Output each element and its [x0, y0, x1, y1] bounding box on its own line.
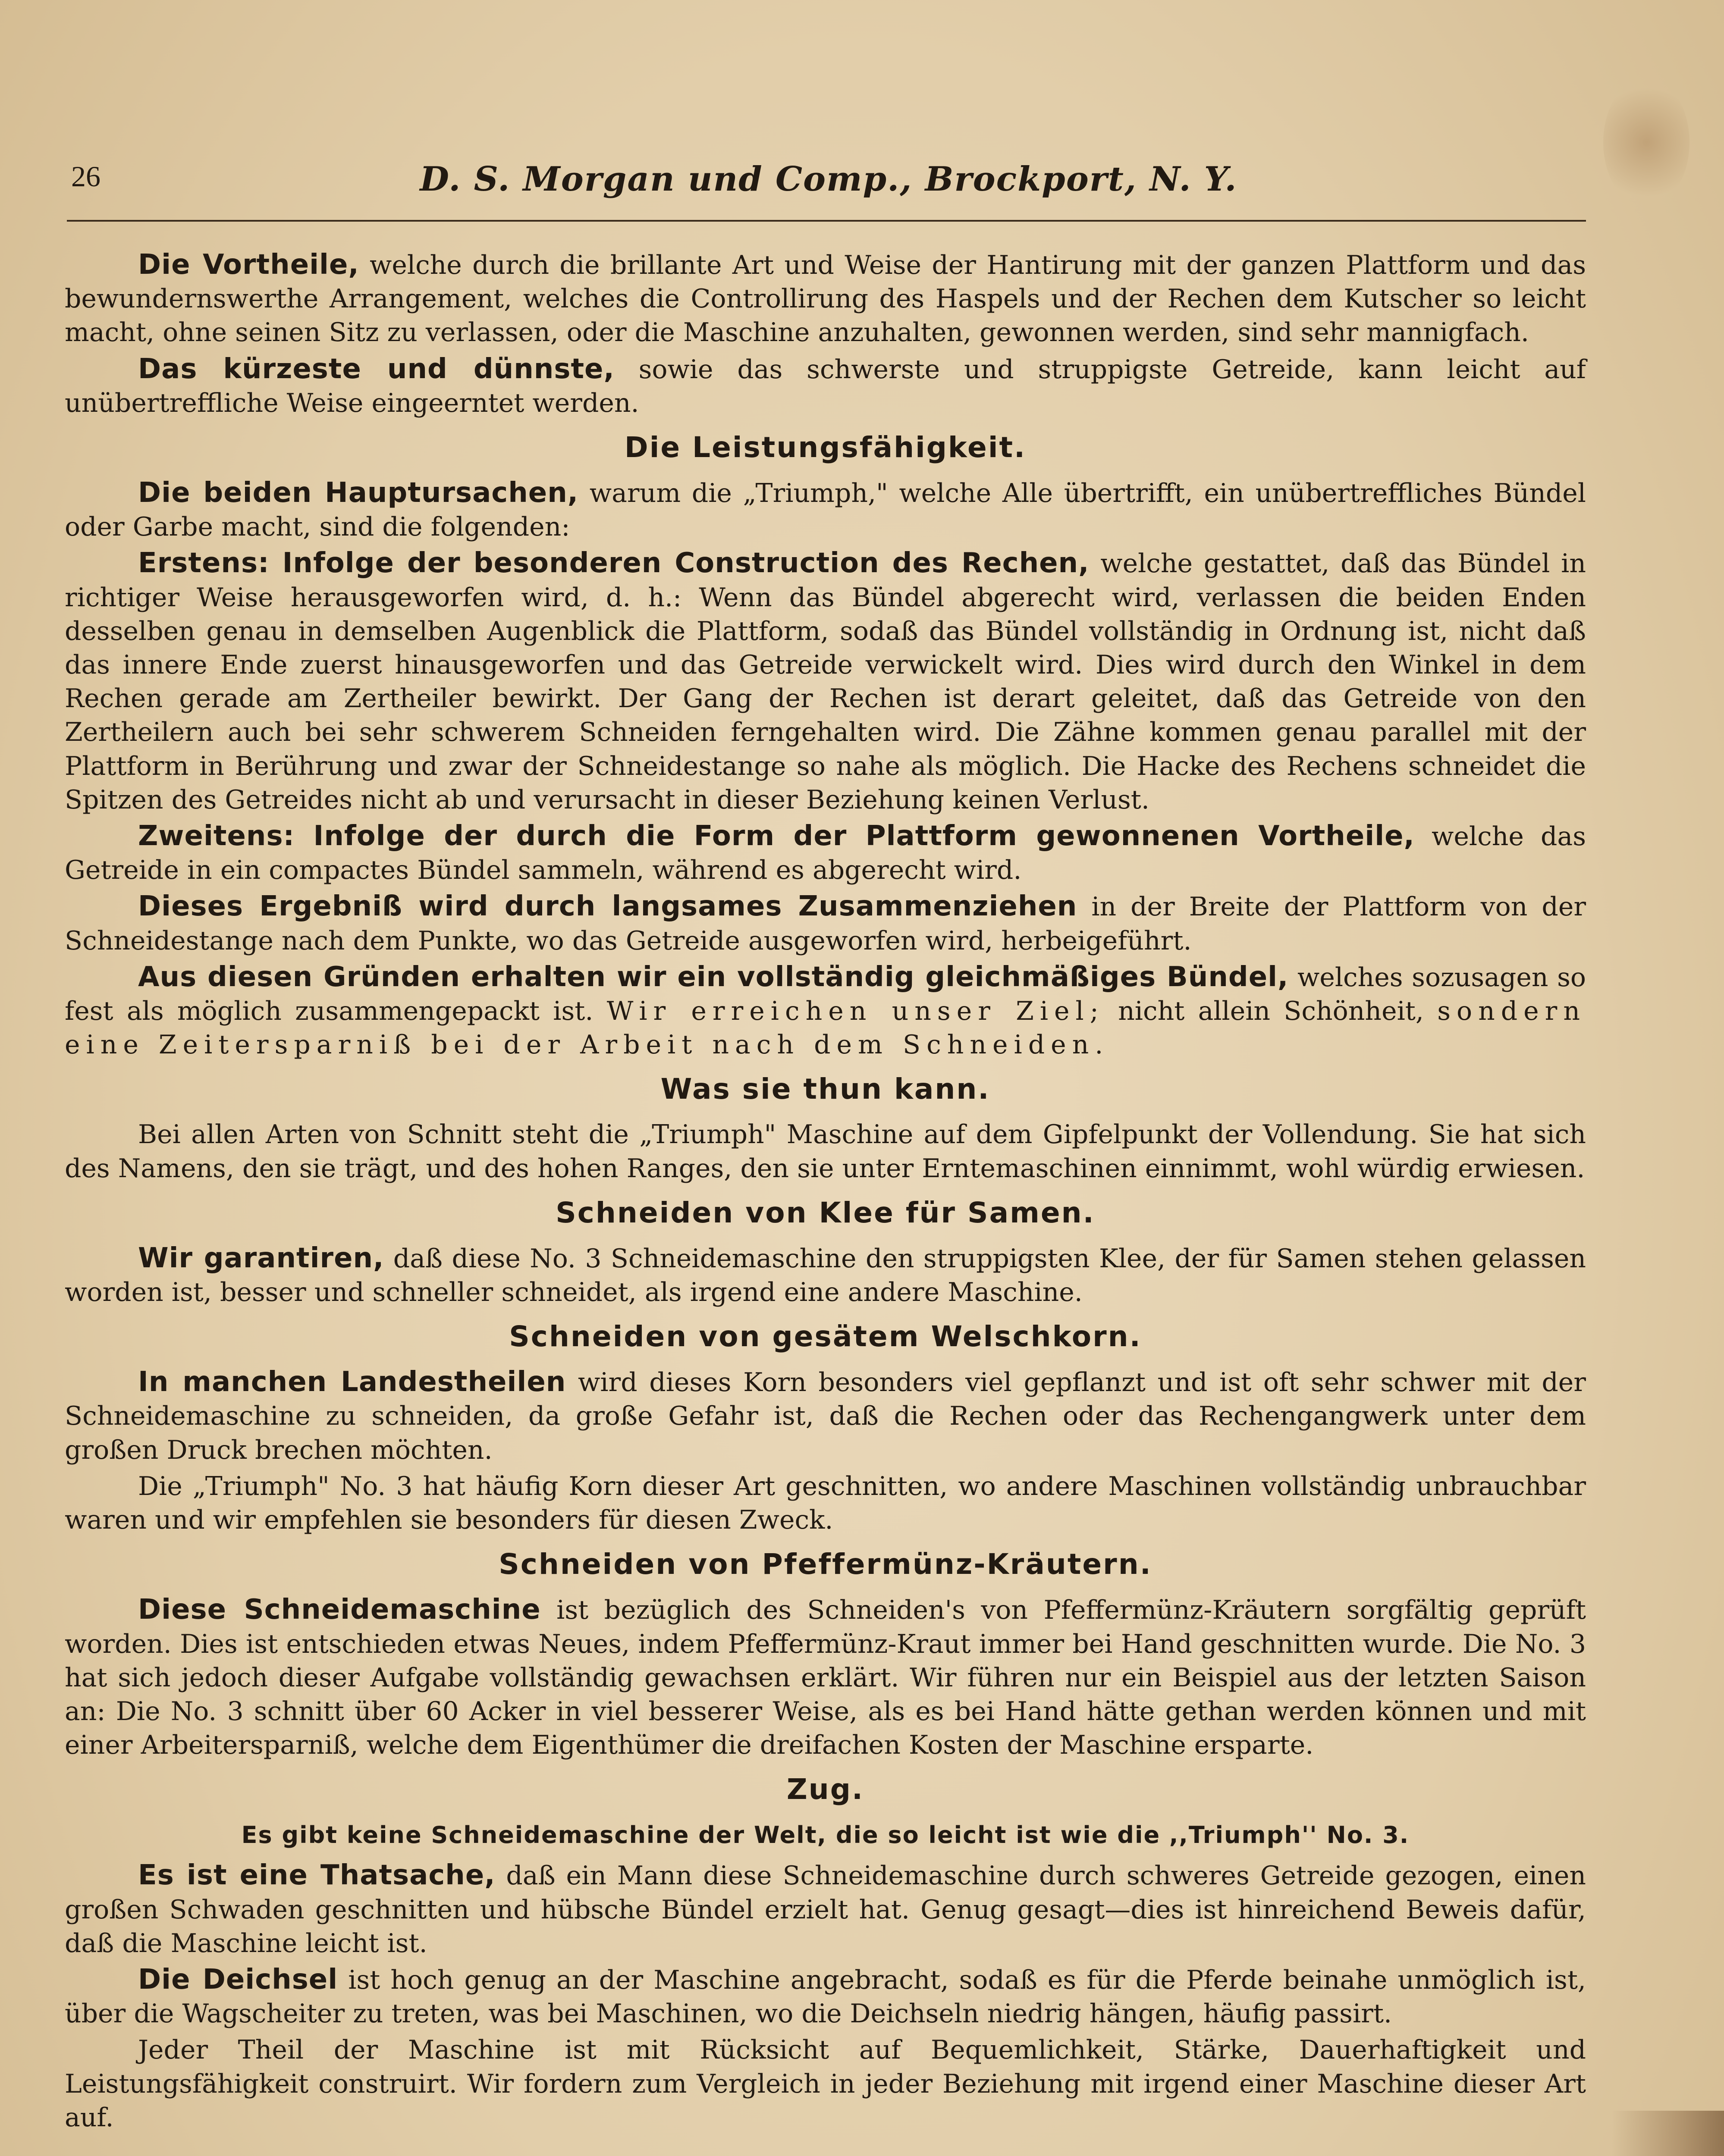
paragraph	[65, 2033, 1586, 2134]
paragraph-text: nicht allein Schönheit,	[1104, 996, 1424, 1027]
paragraph-text: Bei allen Arten von Schnitt steht die „Triumph" Maschine auf dem Gipfelpunkt der Vollendung. Sie hat sich des Namens, den sie trägt, und des hohen Ranges, den sie unter Erntemaschinen einnimmt, wohl würdig erwiesen.	[65, 1119, 1586, 1184]
paragraph-text: wird dieses Korn besonders viel gepflanzt und ist oft sehr schwer mit der Schneidemaschine zu schneiden, da große Gefahr ist, daß die Rechen oder das Rechengangwerk unter dem großen Druck brechen möchten.	[65, 1367, 1586, 1465]
spaced-text: sondern eine Zeitersparniß bei der Arbeit nach dem Schneiden.	[65, 996, 1586, 1060]
page-stain-spot	[1603, 78, 1689, 207]
header-rule	[67, 220, 1586, 222]
paragraph-text: daß ein Mann diese Schneidemaschine durch schweres Getreide gezogen, einen großen Schwaden geschnitten und hübsche Bündel erzielt hat. Genug gesagt—dies ist hinreichend Beweis dafür, daß die Maschine leicht ist.	[65, 1861, 1586, 1959]
paragraph-lead: Es ist eine Thatsache,	[138, 1859, 496, 1892]
section-heading: Schneiden von Klee für Samen.	[556, 1196, 1095, 1229]
paragraph-text: welche durch die brillante Art und Weise der Hantirung mit der ganzen Plattform und das bewundernswerthe Arrangement, welches die Controllirung des Haspels und der Rechen dem Kutscher so leicht macht, ohne seinen Sitz zu verlassen, oder die Maschine anzuhalten, gewonnen werden, sind sehr mannigfach.	[65, 250, 1586, 348]
running-head: D. S. Morgan und Comp., Brockport, N. Y.	[420, 160, 1237, 199]
body-text	[65, 248, 1586, 2137]
section-heading: Zug.	[786, 1773, 864, 1806]
paragraph	[65, 1963, 1586, 2031]
paragraph	[65, 960, 1586, 1062]
page-edge-stain	[1612, 2111, 1724, 2156]
paragraph	[65, 1241, 1586, 1309]
section-heading: Die Leistungsfähigkeit.	[624, 431, 1027, 464]
paragraph-text: warum die „Triumph," welche Alle übertrifft, ein unübertreffliches Bündel oder Garbe macht, sind die folgenden:	[65, 478, 1586, 542]
paragraph	[65, 248, 1586, 350]
paragraph-lead: Wir garantiren,	[138, 1242, 384, 1274]
paragraph-text: Jeder Theil der Maschine ist mit Rücksicht auf Bequemlichkeit, Stärke, Dauerhaftigkeit und Leistungsfähigkeit construirt. Wir fordern zum Vergleich in jeder Beziehung mit irgend einer Maschine dieser Art auf.	[65, 2035, 1586, 2133]
paragraph	[65, 1470, 1586, 1537]
paragraph	[65, 1118, 1586, 1185]
paragraph	[65, 890, 1586, 957]
page-header	[71, 160, 1586, 207]
paragraph-text: daß diese No. 3 Schneidemaschine den struppigsten Klee, der für Samen stehen gelassen worden ist, besser und schneller schneidet, als irgend eine andere Maschine.	[65, 1243, 1586, 1308]
paragraph	[65, 1365, 1586, 1467]
paragraph	[65, 819, 1586, 887]
paragraph-text: in der Breite der Plattform von der Schneidestange nach dem Punkte, wo das Getreide ausgeworfen wird, herbeigeführt.	[65, 892, 1586, 956]
section-heading: Was sie thun kann.	[660, 1072, 990, 1106]
paragraph-lead: Die beiden Hauptursachen,	[138, 477, 579, 509]
page-number: 26	[71, 160, 100, 193]
paragraph-text: ist hoch genug an der Maschine angebracht, sodaß es für die Pferde beinahe unmöglich ist, über die Wagscheiter zu treten, was bei Maschinen, wo die Deichseln niedrig hängen, häufig passirt.	[65, 1965, 1586, 2029]
section-heading: Schneiden von Pfeffermünz-Kräutern.	[499, 1548, 1152, 1581]
paragraph-lead: Zweitens: Infolge der durch die Form der Plattform gewonnenen Vortheile,	[138, 820, 1415, 852]
paragraph-lead: Das kürzeste und dünnste,	[138, 353, 615, 385]
paragraph-lead: Aus diesen Gründen erhalten wir ein vollständig gleichmäßiges Bündel,	[138, 961, 1289, 993]
paragraph	[65, 476, 1586, 544]
spaced-text: Wir erreichen unser Ziel;	[606, 996, 1105, 1027]
paragraph	[65, 1858, 1586, 1960]
section-subheading: Es gibt keine Schneidemaschine der Welt, die so leicht ist wie die ,,Triumph'' No. 3.	[241, 1821, 1410, 1849]
paragraph-text: welche gestattet, daß das Bündel in richtiger Weise herausgeworfen wird, d. h.: Wenn das Bündel abgerecht wird, verlassen die beiden Enden desselben genau in demselben Augenblick die Plattform, sodaß das Bündel vollständig in Ordnung ist, nicht daß das innere Ende zuerst hinausgeworfen und das Getreide verwickelt wird. Dies wird durch den Winkel in dem Rechen gerade am Zertheiler bewirkt. Der Gang der Rechen ist derart geleitet, daß das Getreide von den Zertheilern auch bei sehr schwerem Schneiden ferngehalten wird. Die Zähne kommen genau parallel mit der Plattform in Berührung und zwar der Schneidestange so nahe als möglich. Die Hacke des Rechens schneidet die Spitzen des Getreides nicht ab und verursacht in dieser Beziehung keinen Verlust.	[65, 548, 1586, 815]
paragraph-text: Die „Triumph" No. 3 hat häufig Korn dieser Art geschnitten, wo andere Maschinen vollständig unbrauchbar waren und wir empfehlen sie besonders für diesen Zweck.	[65, 1471, 1586, 1536]
paragraph-lead: Erstens: Infolge der besonderen Construction des Rechen,	[138, 547, 1090, 580]
section-heading: Schneiden von gesätem Welschkorn.	[509, 1320, 1142, 1354]
paragraph-text: sowie das schwerste und struppigste Getreide, kann leicht auf unübertreffliche Weise eingeerntet werden.	[65, 354, 1586, 418]
paragraph	[65, 1593, 1586, 1762]
paragraph-text: welches sozusagen so fest als möglich zusammengepackt ist.	[65, 962, 1586, 1027]
paragraph-lead: Die Vortheile,	[138, 249, 359, 281]
paragraph-lead: Diese Schneidemaschine	[138, 1594, 541, 1626]
paragraph-lead: Die Deichsel	[138, 1963, 338, 1996]
paragraph-lead: In manchen Landestheilen	[138, 1366, 566, 1398]
paragraph-text: ist bezüglich des Schneiden's von Pfeffermünz-Kräutern sorgfältig geprüft worden. Dies ist entschieden etwas Neues, indem Pfeffermünz-Kraut immer bei Hand geschnitten wurde. Die No. 3 hat sich jedoch dieser Aufgabe vollständig gewachsen erklärt. Wir führen nur ein Beispiel aus der letzten Saison an: Die No. 3 schnitt über 60 Acker in viel besserer Weise, als es bei Hand hätte gethan werden können und mit einer Arbeitersparniß, welche dem Eigenthümer die dreifachen Kosten der Maschine ersparte.	[65, 1595, 1586, 1761]
paragraph	[65, 546, 1586, 817]
paragraph-lead: Dieses Ergebniß wird durch langsames Zusammenziehen	[138, 890, 1077, 923]
paragraph	[65, 352, 1586, 420]
paragraph-text: welche das Getreide in ein compactes Bündel sammeln, während es abgerecht wird.	[65, 821, 1586, 886]
